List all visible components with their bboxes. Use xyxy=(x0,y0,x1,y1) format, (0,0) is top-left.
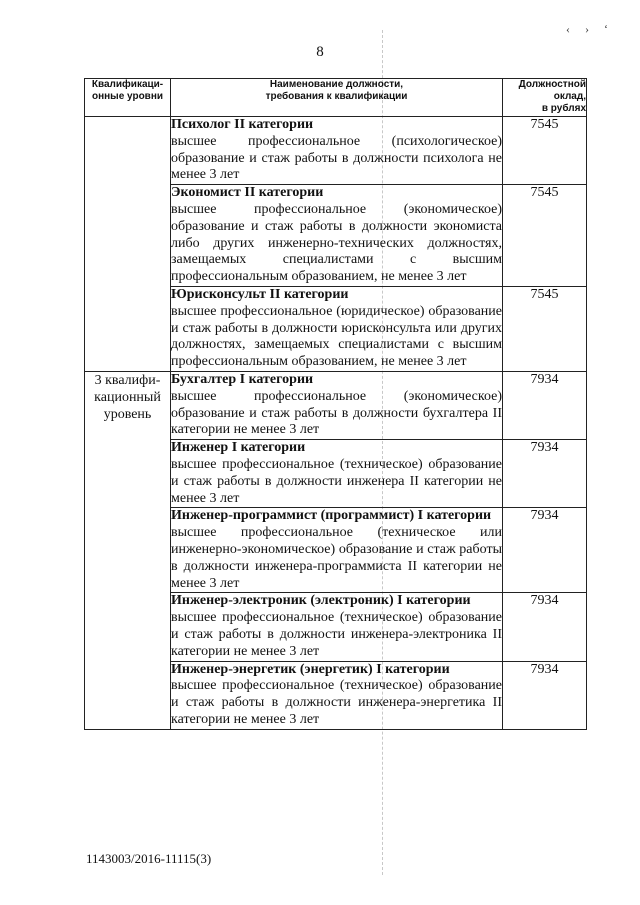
salary-cell: 7934 xyxy=(503,371,587,439)
salary-cell: 7934 xyxy=(503,593,587,661)
position-cell xyxy=(171,185,503,287)
table-row xyxy=(85,371,587,439)
header-position-label: Наименование должности, требования к квалификации xyxy=(265,79,408,102)
header-level xyxy=(85,79,171,117)
position-cell xyxy=(171,508,503,593)
position-cell xyxy=(171,593,503,661)
header-level-label: Квалификаци- онные уровни xyxy=(91,79,164,102)
table-header-row xyxy=(85,79,587,117)
position-requirements: высшее профессиональное (техническое) образование и стаж работы в должности инженера-электроника II категории не менее 3 лет xyxy=(171,610,502,659)
document-id: 1143003/2016-11115(3) xyxy=(86,851,212,866)
position-cell xyxy=(171,661,503,729)
position-cell xyxy=(171,440,503,508)
level-cell xyxy=(85,117,171,372)
salary-cell: 7545 xyxy=(503,185,587,287)
qualification-table xyxy=(84,78,587,730)
position-title: Инженер-энергетик (энергетик) I категории xyxy=(171,661,450,677)
header-salary xyxy=(503,79,587,117)
header-position xyxy=(171,79,503,117)
position-title: Юрисконсульт II категории xyxy=(171,286,349,302)
salary-cell: 7545 xyxy=(503,286,587,371)
position-title: Бухгалтер I категории xyxy=(171,371,314,387)
salary-cell: 7934 xyxy=(503,661,587,729)
position-title: Инженер-программист (программист) I категории xyxy=(171,508,492,524)
position-requirements: высшее профессиональное (психологическое) образование и стаж работы в должности психолога не менее 3 лет xyxy=(171,133,502,183)
level-label: 3 квалифи- кационный уровень xyxy=(94,372,161,422)
salary-cell: 7545 xyxy=(503,117,587,185)
position-requirements: высшее профессиональное (техническое) образование и стаж работы в должности инженера-энергетика II категории не менее 3 лет xyxy=(171,678,502,727)
corner-mark: ‹ › ‘ xyxy=(566,22,614,36)
salary-cell: 7934 xyxy=(503,508,587,593)
page-number: 8 xyxy=(316,44,324,60)
header-salary-label: Должностной оклад, в рублях xyxy=(518,79,586,114)
position-requirements: высшее профессиональное (юридическое) образование и стаж работы в должности юрисконсульта или других должностях, замещаемых специалистами с высшим профессиональным образованием, не менее 3 лет xyxy=(171,303,502,370)
position-cell xyxy=(171,117,503,185)
salary-cell: 7934 xyxy=(503,440,587,508)
position-title: Психолог II категории xyxy=(171,117,314,132)
table-row xyxy=(85,117,587,185)
position-requirements: высшее профессиональное (экономическое) образование и стаж работы в должности экономиста либо других инженерно-технических должностях, замещаемых специалистами с высшим профессиональным образованием, не менее 3 лет xyxy=(171,201,502,285)
level-cell xyxy=(85,371,171,729)
position-requirements: высшее профессиональное (техническое или инженерно-экономическое) образование и стаж работы в должности инженера-программиста II категории не менее 3 лет xyxy=(171,525,502,591)
position-requirements: высшее профессиональное (техническое) образование и стаж работы в должности инженера II категории не менее 3 лет xyxy=(171,456,502,506)
position-cell xyxy=(171,371,503,439)
position-requirements: высшее профессиональное (экономическое) образование и стаж работы в должности бухгалтера II категории не менее 3 лет xyxy=(171,388,502,438)
position-title: Инженер-электроник (электроник) I категории xyxy=(171,593,471,609)
position-title: Инженер I категории xyxy=(171,440,306,456)
position-cell xyxy=(171,286,503,371)
position-title: Экономист II категории xyxy=(171,185,324,201)
